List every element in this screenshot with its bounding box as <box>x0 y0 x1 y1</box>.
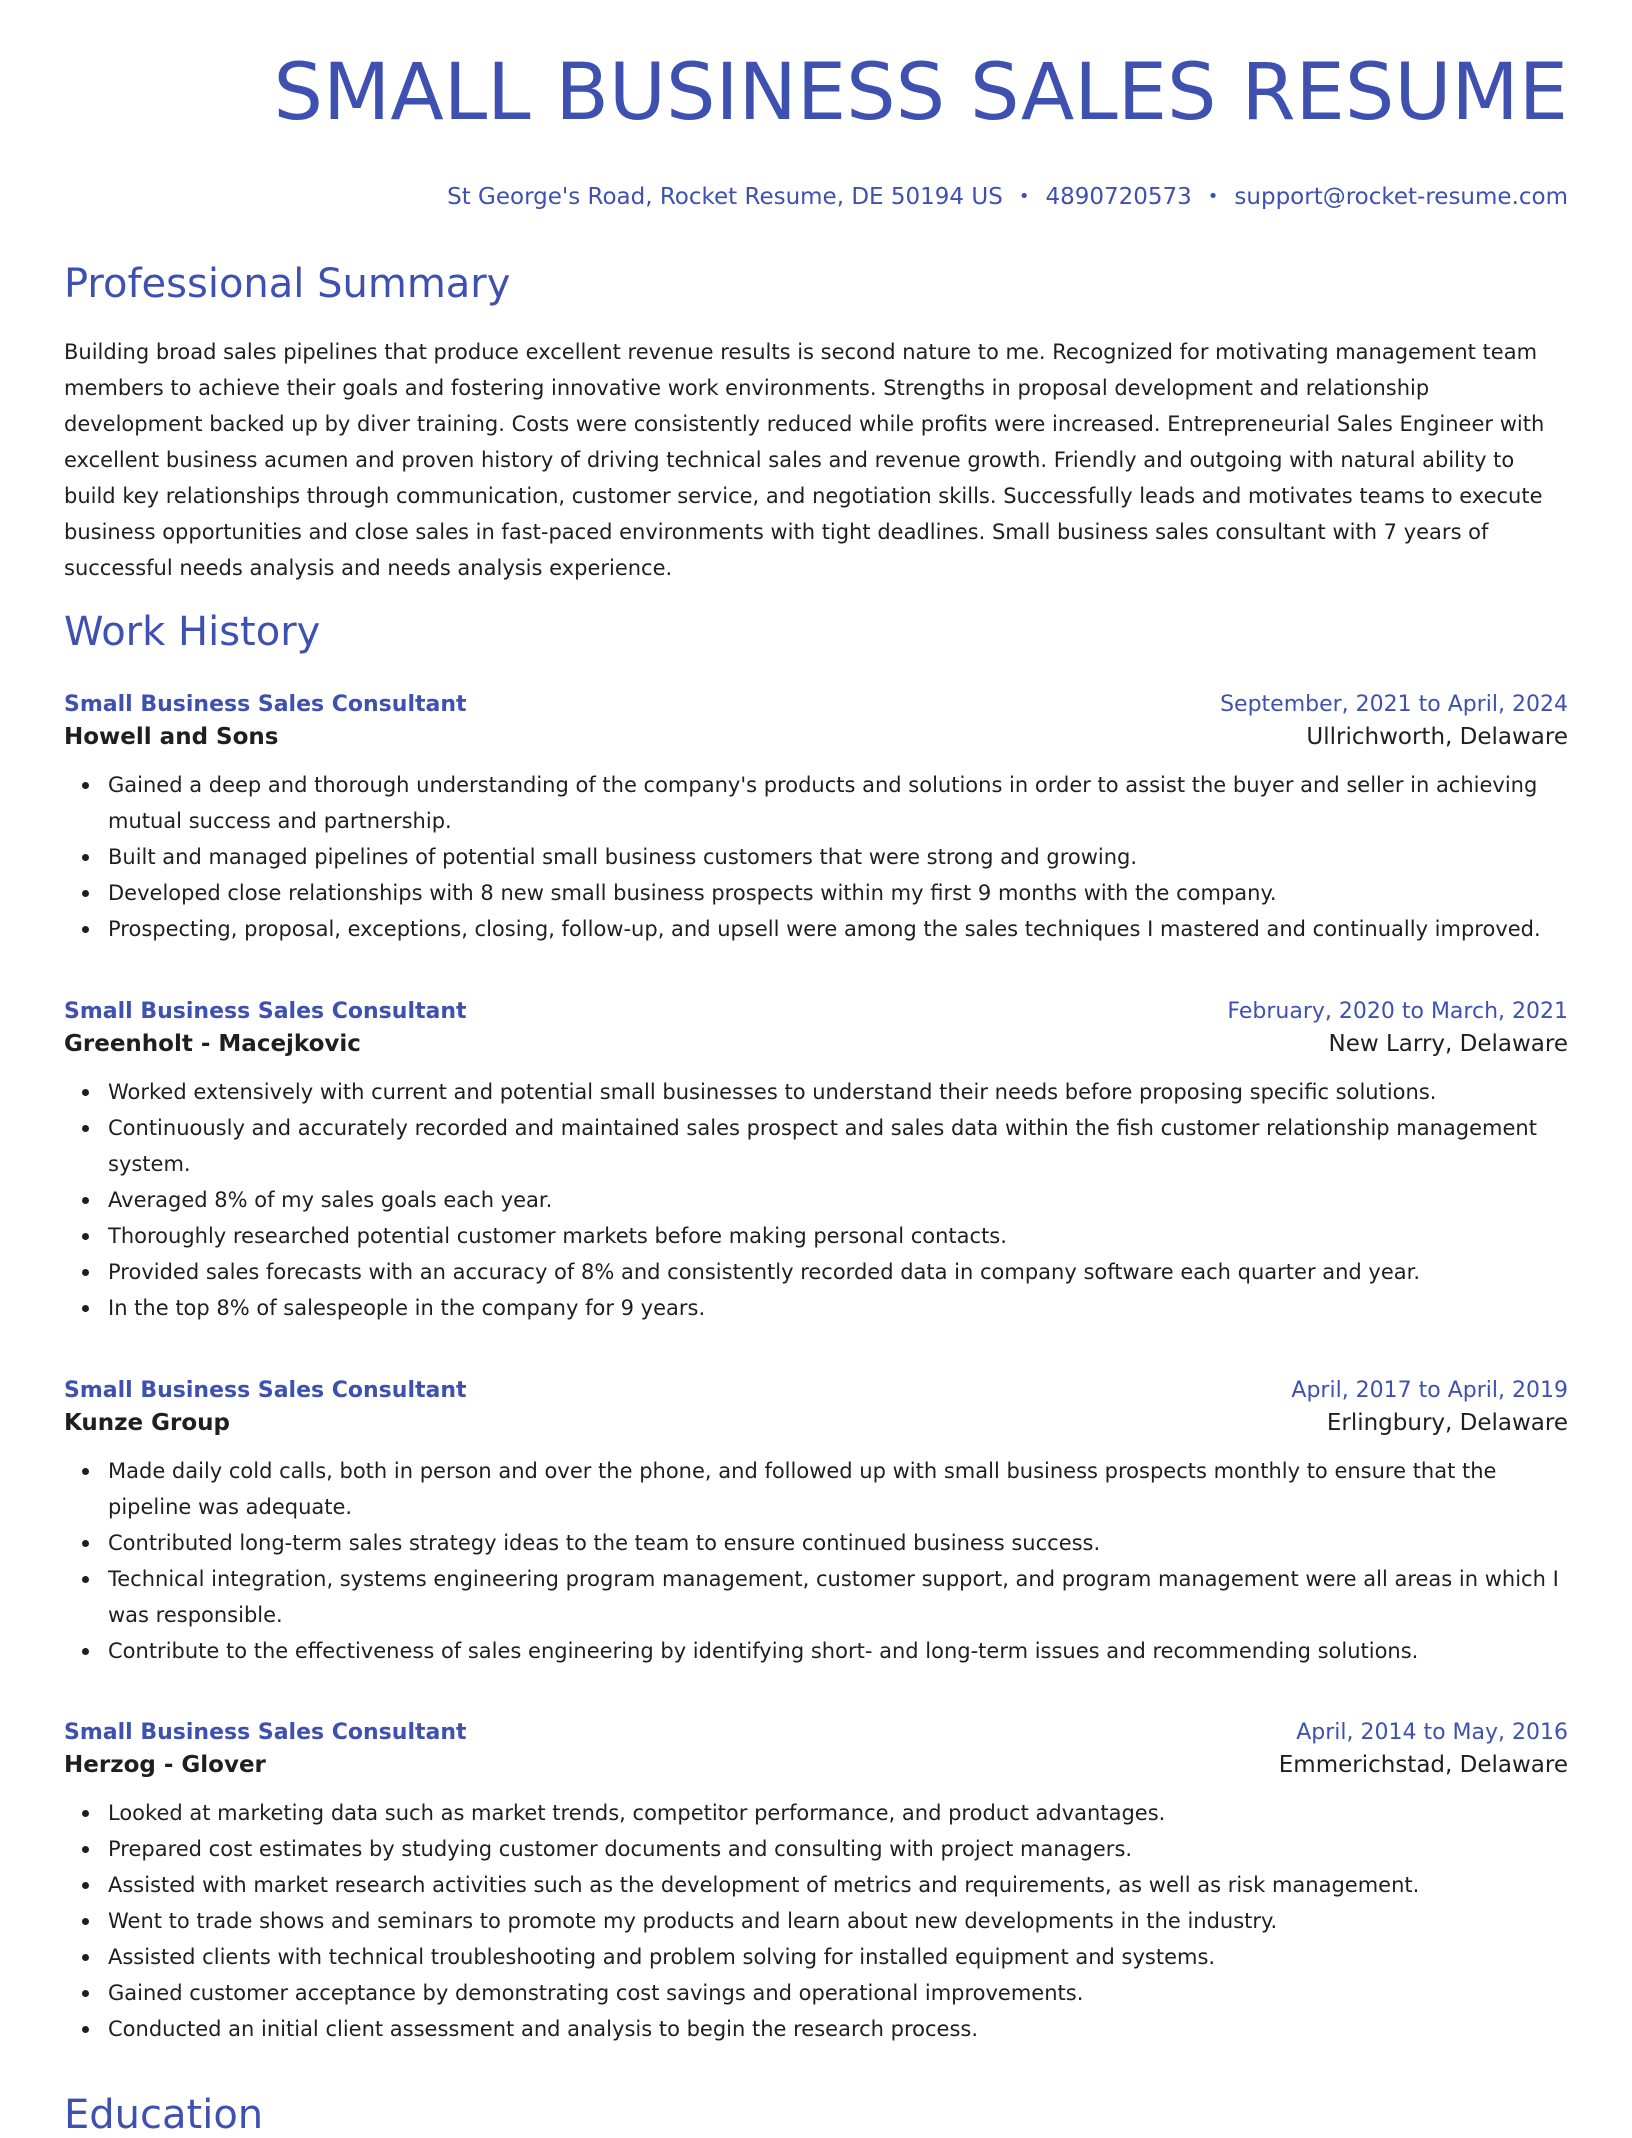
job-header-row <box>64 689 1568 721</box>
job-header-row <box>64 1375 1568 1407</box>
contact-separator: • <box>1018 186 1030 207</box>
job-bullet: In the top 8% of salespeople in the company for 9 years. <box>108 1290 1568 1326</box>
job-bullets <box>64 1453 1568 1669</box>
job-bullet: Averaged 8% of my sales goals each year. <box>108 1182 1568 1218</box>
job-title: Small Business Sales Consultant <box>64 1720 467 1745</box>
job-entry <box>64 1375 1568 1669</box>
job-bullet: Provided sales forecasts with an accuracy of 8% and consistently recorded data in company software each quarter and year. <box>108 1254 1568 1290</box>
job-company-row <box>64 1028 1568 1060</box>
job-location: Erlingbury, Delaware <box>1326 1410 1568 1436</box>
contact-phone: 4890720573 <box>1045 184 1192 210</box>
job-title: Small Business Sales Consultant <box>64 1378 467 1403</box>
job-bullet: Developed close relationships with 8 new small business prospects within my first 9 months with the company. <box>108 875 1568 911</box>
job-entry <box>64 996 1568 1326</box>
job-bullet: Worked extensively with current and potential small businesses to understand their needs before proposing specific solutions. <box>108 1074 1568 1110</box>
job-dates: September, 2021 to April, 2024 <box>1220 692 1568 717</box>
job-bullet: Assisted with market research activities such as the development of metrics and requirements, as well as risk management. <box>108 1867 1568 1903</box>
contact-email: support@rocket-resume.com <box>1234 184 1568 210</box>
job-title: Small Business Sales Consultant <box>64 999 467 1024</box>
job-entry <box>64 689 1568 947</box>
job-title: Small Business Sales Consultant <box>64 692 467 717</box>
job-company: Kunze Group <box>64 1410 231 1436</box>
job-bullet: Conducted an initial client assessment and analysis to begin the research process. <box>108 2011 1568 2047</box>
contact-address: St George's Road, Rocket Resume, DE 50194 US <box>447 184 1003 210</box>
job-entry <box>64 1717 1568 2047</box>
job-bullet: Contributed long-term sales strategy ideas to the team to ensure continued business success. <box>108 1525 1568 1561</box>
job-company-row <box>64 1407 1568 1439</box>
job-header-row <box>64 996 1568 1028</box>
education-heading: Education <box>64 2092 264 2138</box>
job-bullet: Gained a deep and thorough understanding of the company's products and solutions in order to assist the buyer and seller in achieving mutual success and partnership. <box>108 767 1568 839</box>
job-bullet: Made daily cold calls, both in person and over the phone, and followed up with small business prospects monthly to ensure that the pipeline was adequate. <box>108 1453 1568 1525</box>
job-location: New Larry, Delaware <box>1328 1031 1568 1057</box>
job-header-row <box>64 1717 1568 1749</box>
job-bullet: Prospecting, proposal, exceptions, closing, follow-up, and upsell were among the sales techniques I mastered and continually improved. <box>108 911 1568 947</box>
job-dates: April, 2017 to April, 2019 <box>1291 1378 1568 1403</box>
job-bullets <box>64 767 1568 947</box>
job-bullet: Looked at marketing data such as market trends, competitor performance, and product advantages. <box>108 1795 1568 1831</box>
job-dates: February, 2020 to March, 2021 <box>1227 999 1568 1024</box>
job-company: Herzog - Glover <box>64 1752 266 1778</box>
contact-separator: • <box>1207 186 1219 207</box>
contact-line <box>447 182 1568 212</box>
job-location: Ullrichworth, Delaware <box>1306 724 1568 750</box>
job-bullet: Technical integration, systems engineering program management, customer support, and program management were all areas in which I was responsible. <box>108 1561 1568 1633</box>
job-bullet: Built and managed pipelines of potential small business customers that were strong and growing. <box>108 839 1568 875</box>
summary-heading: Professional Summary <box>64 261 511 307</box>
job-company: Greenholt - Macejkovic <box>64 1031 361 1057</box>
work-history-heading: Work History <box>64 609 321 655</box>
job-bullet: Contribute to the effectiveness of sales engineering by identifying short- and long-term issues and recommending solutions. <box>108 1633 1568 1669</box>
job-bullets <box>64 1074 1568 1326</box>
job-company: Howell and Sons <box>64 724 279 750</box>
resume-title: SMALL BUSINESS SALES RESUME <box>273 48 1568 138</box>
job-bullet: Prepared cost estimates by studying customer documents and consulting with project managers. <box>108 1831 1568 1867</box>
job-bullet: Went to trade shows and seminars to promote my products and learn about new developments in the industry. <box>108 1903 1568 1939</box>
job-dates: April, 2014 to May, 2016 <box>1296 1720 1568 1745</box>
job-bullet: Assisted clients with technical troubleshooting and problem solving for installed equipment and systems. <box>108 1939 1568 1975</box>
summary-text: Building broad sales pipelines that produce excellent revenue results is second nature to me. Recognized for motivating management team members to achieve their goals and fostering innovative work environments. Strengths in proposal development and relationship development backed up by diver training. Costs were consistently reduced while profits were increased. Entrepreneurial Sales Engineer with excellent business acumen and proven history of driving technical sales and revenue growth. Friendly and outgoing with natural ability to build key relationships through communication, customer service, and negotiation skills. Successfully leads and motivates teams to execute business opportunities and close sales in fast-paced environments with tight deadlines. Small business sales consultant with 7 years of successful needs analysis and needs analysis experience. <box>64 340 1545 580</box>
job-bullet: Gained customer acceptance by demonstrating cost savings and operational improvements. <box>108 1975 1568 2011</box>
job-bullet: Continuously and accurately recorded and maintained sales prospect and sales data within the fish customer relationship management system. <box>108 1110 1568 1182</box>
job-company-row <box>64 1749 1568 1781</box>
job-bullets <box>64 1795 1568 2047</box>
job-company-row <box>64 721 1568 753</box>
job-bullet: Thoroughly researched potential customer markets before making personal contacts. <box>108 1218 1568 1254</box>
job-location: Emmerichstad, Delaware <box>1278 1752 1568 1778</box>
